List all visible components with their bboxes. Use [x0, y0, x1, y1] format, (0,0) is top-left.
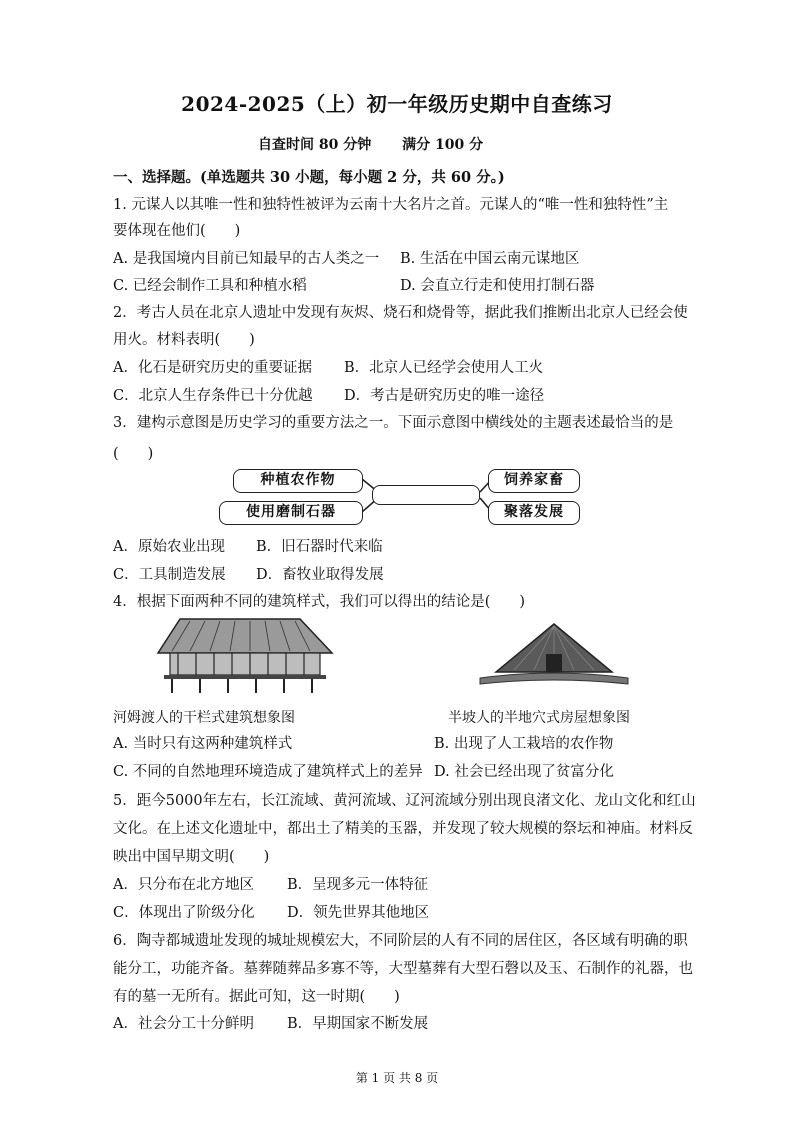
q4-option-c: C. 不同的自然地理环境造成了建筑样式上的差异: [113, 764, 423, 780]
exam-subtitle: [258, 134, 509, 154]
q4-option-a: A. 当时只有这两种建筑样式: [113, 736, 293, 752]
q3-stem-line2: ( ): [113, 446, 154, 462]
q6-option-b: B．早期国家不断发展: [287, 1016, 429, 1032]
q5-stem-line2: 文化。在上述文化遗址中，都出土了精美的玉器，并发现了较大规模的祭坛和神庙。材料反: [113, 821, 693, 837]
q2-option-b: B．北京人已经学会使用人工火: [344, 360, 544, 376]
full-score: 满分 100 分: [402, 137, 484, 153]
exam-title: 2024-2025（上）初一年级历史期中自查练习: [181, 92, 613, 116]
stilt-house-illustration: [150, 613, 340, 695]
q4-stem: 4．根据下面两种不同的建筑样式，我们可以得出的结论是( ): [113, 594, 526, 610]
diagram-box-center-blank: [372, 485, 480, 505]
q1-stem-line2: 要体现在他们( ): [113, 223, 241, 239]
q5-stem-line3: 映出中国早期文明( ): [113, 849, 270, 865]
q3-option-c: C．工具制造发展: [113, 567, 226, 583]
section-heading: 一、选择题。(单选题共 30 小题，每小题 2 分，共 60 分。): [113, 169, 505, 186]
q1-option-b: B. 生活在中国云南元谋地区: [400, 251, 580, 267]
q1-option-a: A. 是我国境内目前已知最早的古人类之一: [113, 251, 380, 267]
q5-option-a: A．只分布在北方地区: [113, 877, 254, 893]
q6-stem-line2: 能分工，功能齐备。墓葬随葬品多寡不等，大型墓葬有大型石磬以及玉、石制作的礼器，也: [113, 961, 693, 977]
q3-stem-line1: 3．建构示意图是历史学习的重要方法之一。下面示意图中横线处的主题表述最恰当的是: [113, 415, 674, 431]
time-limit: 自查时间 80 分钟: [258, 137, 372, 153]
q4-option-d: D. 社会已经出现了贫富分化: [434, 764, 614, 780]
q5-option-d: D．领先世界其他地区: [287, 905, 430, 921]
page-footer: 第 1 页 共 8 页: [355, 1071, 439, 1085]
q3-option-d: D．畜牧业取得发展: [256, 567, 384, 583]
diagram-box-bottom-right: 聚落发展: [488, 501, 580, 525]
q2-option-a: A．化石是研究历史的重要证据: [113, 360, 312, 376]
diagram-box-bottom-left: 使用磨制石器: [219, 501, 363, 525]
q1-stem-line1: 1. 元谋人以其唯一性和独特性被评为云南十大名片之首。元谋人的“唯一性和独特性”主: [113, 197, 669, 213]
stilt-house-caption: 河姆渡人的干栏式建筑想象图: [113, 710, 295, 726]
pit-house-caption: 半坡人的半地穴式房屋想象图: [448, 710, 630, 726]
q6-stem-line3: 有的墓一无所有。据此可知，这一时期( ): [113, 989, 400, 1005]
diagram-box-top-left: 种植农作物: [233, 469, 363, 493]
q1-option-c: C. 已经会制作工具和种植水稻: [113, 278, 307, 294]
q3-option-a: A．原始农业出现: [113, 539, 225, 555]
q6-option-a: A．社会分工十分鲜明: [113, 1016, 254, 1032]
q6-stem-line1: 6．陶寺都城遗址发现的城址规模宏大，不同阶层的人有不同的居住区，各区域有明确的职: [113, 933, 688, 949]
diagram-box-top-right: 饲养家畜: [488, 469, 580, 493]
q2-stem-line1: 2．考古人员在北京人遗址中发现有灰烬、烧石和烧骨等，据此我们推断出北京人已经会使: [113, 305, 688, 321]
q3-option-b: B．旧石器时代来临: [256, 539, 383, 555]
q1-option-d: D. 会直立行走和使用打制石器: [400, 278, 595, 294]
q2-stem-line2: 用火。材料表明( ): [113, 332, 255, 348]
q2-option-d: D．考古是研究历史的唯一途径: [344, 388, 545, 404]
q4-option-b: B. 出现了人工栽培的农作物: [434, 736, 614, 752]
q5-stem-line1: 5．距今5000年左右，长江流域、黄河流域、辽河流域分别出现良渚文化、龙山文化和红山: [113, 793, 696, 809]
pit-house-illustration: [474, 620, 634, 696]
q5-option-c: C．体现出了阶级分化: [113, 905, 255, 921]
q2-option-c: C．北京人生存条件已十分优越: [113, 388, 313, 404]
q5-option-b: B．呈现多元一体特征: [287, 877, 429, 893]
